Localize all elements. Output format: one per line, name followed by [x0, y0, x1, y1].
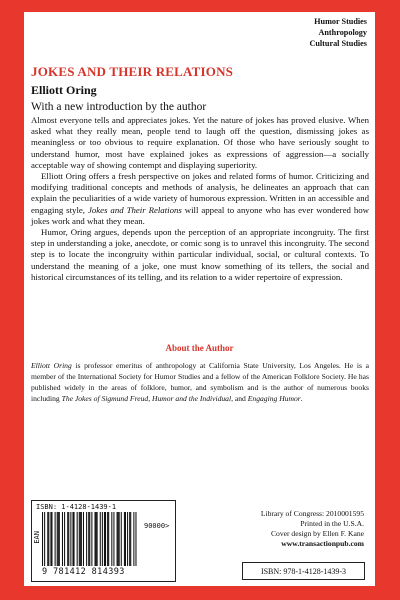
barcode-bar — [57, 512, 58, 566]
subject-categories — [309, 16, 367, 49]
barcode-bar — [119, 512, 120, 566]
description-paragraph-2 — [31, 171, 369, 227]
cover-design-credit: Cover design by Ellen F. Kane — [270, 529, 364, 538]
barcode-bar — [111, 512, 112, 566]
barcode-bar — [42, 512, 43, 566]
barcode-bar — [105, 512, 106, 566]
bio-book-1: The Jokes of Sigmund Freud — [61, 394, 149, 403]
barcode-bar — [72, 512, 73, 566]
barcode-bar — [100, 512, 101, 566]
about-author-heading: About the Author — [165, 343, 234, 353]
description-paragraph-2-text: Elliott Oring offers a fresh perspective on jokes and related forms of humor. Criticizing and modifying traditional concepts and methods of analysis, he delineates an approach that can explain the peculiarities of a wide variety of humorous expression. Written in an accessible and engaging style, — [31, 171, 369, 215]
barcode-bar — [125, 512, 126, 566]
publisher-website: www.transactionpub.com — [281, 539, 364, 548]
bio-book-2: Humor and the Individual — [152, 394, 232, 403]
barcode-price-code: 90000> — [144, 522, 170, 530]
bio-separator-2: , and — [231, 394, 248, 403]
subject-anthropology: Anthropology — [318, 28, 367, 37]
barcode-bar — [133, 512, 134, 566]
bio-author-name: Elliott Oring — [31, 361, 72, 370]
barcode-bar — [79, 512, 80, 566]
edition-note: With a new introduction by the author — [31, 101, 207, 113]
barcode-bar — [102, 512, 103, 566]
author-bio — [31, 360, 369, 404]
barcode-bar — [95, 512, 96, 566]
barcode-digits: 9 781412 814393 — [42, 567, 125, 577]
barcode-image — [42, 512, 140, 566]
barcode-bar — [59, 512, 60, 566]
subject-cultural-studies: Cultural Studies — [309, 39, 367, 48]
barcode-bar — [48, 512, 49, 566]
cover-text-panel — [24, 12, 375, 586]
barcode-bar — [130, 512, 131, 566]
isbn-13-box: ISBN: 978-1-4128-1439-3 — [242, 562, 365, 580]
book-title-italic: Jokes and Their Relations — [87, 204, 182, 215]
barcode-bar — [64, 512, 65, 566]
barcode-bar — [96, 512, 97, 566]
barcode-bar — [89, 512, 90, 566]
barcode-bar — [117, 512, 118, 566]
barcode-bar — [74, 512, 75, 566]
author-bio-paragraph — [31, 360, 369, 404]
barcode-bar — [135, 512, 136, 566]
barcode-bar — [91, 512, 92, 566]
barcode-bar — [62, 512, 63, 566]
barcode-bar — [113, 512, 114, 566]
barcode-bar — [97, 512, 98, 566]
barcode-bar — [68, 512, 69, 566]
subject-humor-studies: Humor Studies — [314, 17, 367, 26]
barcode-bar — [129, 512, 130, 566]
barcode-bar — [81, 512, 82, 566]
barcode-block — [31, 500, 176, 582]
barcode-bar — [47, 512, 48, 566]
barcode-bar — [44, 512, 45, 566]
book-description — [31, 115, 369, 283]
barcode-bar — [55, 512, 56, 566]
book-author: Elliott Oring — [31, 83, 97, 97]
barcode-bar — [83, 512, 84, 566]
barcode-bar — [127, 512, 128, 566]
barcode-bar — [88, 512, 89, 566]
barcode-isbn-label: ISBN: 1-4128-1439-1 — [36, 503, 117, 511]
barcode-ean-label: EAN — [33, 531, 41, 544]
barcode-bar — [118, 512, 119, 566]
barcode-bar — [77, 512, 78, 566]
description-paragraph-3: Humor, Oring argues, depends upon the perception of an appropriate incongruity. The first step in understanding a joke, anecdote, or comic song is to unravel this incongruity. The second step is to locate the incongruity within particular individual, social, or cultural contexts. To understand the meaning of a joke, one must know something of its tellers, the social and historical circumstances of its telling, and its relation to a wider repertoire of expression. — [31, 227, 369, 282]
barcode-bar — [67, 512, 68, 566]
description-paragraph-1: Almost everyone tells and appreciates jokes. Yet the nature of jokes has proved elusive. When asked what they really mean, people tend to laugh off the question, dismissing jokes as meaningless or too obvious to require explanation. Of those who have seriously sought to understand humor, most have explained jokes as expressions of aggression—a socially acceptable way of showing contempt and displaying superiority. — [31, 115, 369, 170]
barcode-bar — [50, 512, 51, 566]
barcode-bar — [107, 512, 108, 566]
barcode-bar — [104, 512, 105, 566]
printed-in: Printed in the U.S.A. — [300, 519, 364, 528]
barcode-bar — [121, 512, 122, 566]
description-paragraph-2-end: will appeal to anyone who has ever wondered how jokes work and what they mean. — [31, 204, 369, 226]
barcode-bar — [70, 512, 71, 566]
barcode-bar — [124, 512, 125, 566]
bio-end: . — [300, 394, 303, 403]
bio-text: is professor emeritus of anthropology at California State University, Los Angeles. He is a member of the International Society for Humor Studies and a fellow of the American Folklore Society. He has published widely in the areas of folklore, humor, and symbolism and is the author of numerous books including — [31, 361, 370, 403]
bio-separator-1: , — [148, 394, 152, 403]
barcode-bar — [58, 512, 59, 566]
barcode-bar — [108, 512, 109, 566]
barcode-bar — [80, 512, 81, 566]
bio-book-3: Engaging Humor — [247, 394, 301, 403]
publisher-info — [261, 509, 364, 549]
book-title: JOKES AND THEIR RELATIONS — [31, 64, 234, 79]
barcode-bar — [51, 512, 52, 566]
library-of-congress: Library of Congress: 2010001595 — [260, 509, 364, 518]
barcode-bar — [86, 512, 87, 566]
